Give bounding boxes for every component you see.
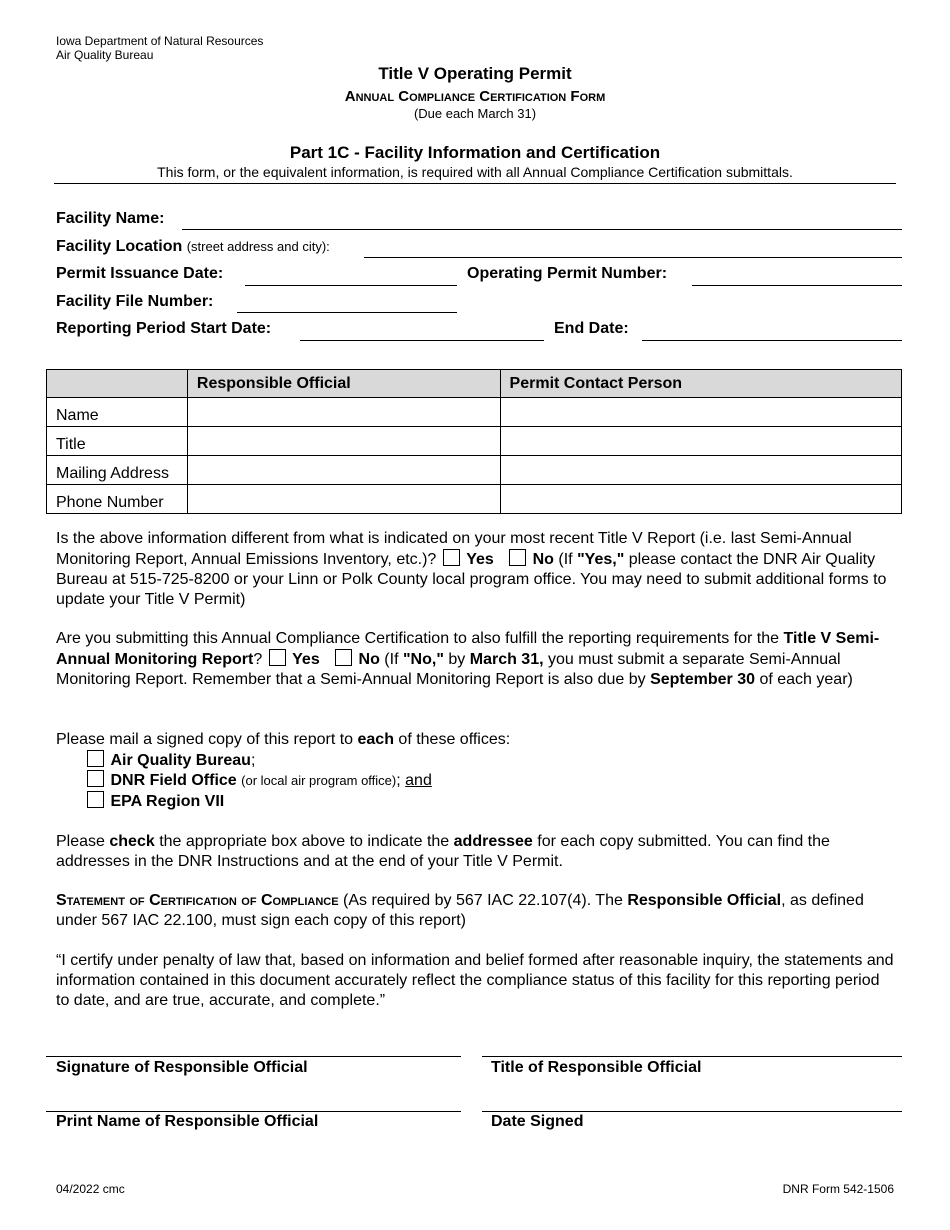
table-header-row (47, 370, 902, 398)
q1-if: (If (558, 551, 573, 568)
q1-no-label: No (532, 551, 554, 568)
table-header-blank (47, 370, 188, 398)
q2-no-checkbox[interactable] (335, 649, 352, 666)
office-air-quality-bureau (85, 750, 925, 771)
office1-checkbox[interactable] (87, 750, 104, 767)
form-subtitle: Annual Compliance Certification Form (344, 88, 606, 105)
ro-name-cell[interactable] (187, 398, 500, 427)
permit-issuance-date-field[interactable] (245, 285, 457, 286)
operating-permit-number-field[interactable] (692, 285, 902, 286)
q2-no-quote: "No," (402, 651, 444, 668)
signature-line[interactable] (46, 1056, 461, 1057)
q2-instructions: you must submit a separate Semi-Annual Monitoring Report. Remember that a Semi-Annual Monitoring Report is also due by (56, 651, 841, 688)
q2-if: (If (384, 651, 399, 668)
q1-yes-checkbox[interactable] (443, 549, 460, 566)
mail-intro-tail: of these offices: (398, 731, 511, 748)
reporting-start-date-label: Reporting Period Start Date: (56, 320, 272, 337)
note-text: the appropriate box above to indicate the (159, 833, 450, 850)
office2-and: and (405, 772, 432, 789)
date-signed-label: Date Signed (491, 1113, 584, 1130)
signature-label: Signature of Responsible Official (56, 1059, 308, 1076)
part-title: Part 1C - Facility Information and Certification (289, 143, 661, 162)
contact-name-cell[interactable] (500, 398, 901, 427)
q2-september-date: September 30 (650, 671, 756, 688)
q2-yes-checkbox[interactable] (269, 649, 286, 666)
office1-tail: ; (250, 752, 256, 769)
q2-tail: of each year) (759, 671, 853, 688)
row-label-title: Title (47, 427, 188, 456)
table-row (47, 398, 902, 427)
title-line[interactable] (482, 1056, 902, 1057)
agency-name: Iowa Department of Natural Resources (56, 34, 264, 48)
table-header-responsible-official: Responsible Official (187, 370, 500, 398)
part-note: This form, or the equivalent information, is required with all Annual Compliance Certification submittals. (157, 164, 793, 180)
title-label: Title of Responsible Official (491, 1059, 702, 1076)
q2-march-date: March 31, (469, 651, 544, 668)
row-label-name: Name (47, 398, 188, 427)
ro-title-cell[interactable] (187, 427, 500, 456)
colon: : (326, 239, 330, 254)
facility-file-number-label: Facility File Number: (56, 293, 214, 310)
note-please: Please (56, 833, 105, 850)
contact-title-cell[interactable] (500, 427, 901, 456)
statement-ro: Responsible Official (627, 892, 782, 909)
certification-statement (56, 891, 896, 931)
mail-intro-each: each (357, 731, 394, 748)
contact-address-cell[interactable] (500, 456, 901, 485)
permit-issuance-date-label: Permit Issuance Date: (56, 265, 224, 282)
footer-revision: 04/2022 cmc (56, 1182, 125, 1196)
end-date-field[interactable] (642, 340, 902, 341)
note-tail: for each copy submitted. You can find the addresses in the DNR Instructions and at the end of your Title V Permit. (56, 833, 830, 870)
office2-checkbox[interactable] (87, 770, 104, 787)
facility-name-field[interactable] (182, 229, 902, 230)
q2-text: Are you submitting this Annual Compliance Certification to also fulfill the reporting requirements for the (56, 630, 780, 647)
table-row (47, 456, 902, 485)
office-epa-region (85, 791, 925, 812)
bureau-name: Air Quality Bureau (56, 48, 154, 62)
office2-hint: (or local air program office) (241, 773, 397, 788)
office3-checkbox[interactable] (87, 791, 104, 808)
operating-permit-number-label: Operating Permit Number: (467, 265, 668, 282)
date-signed-line[interactable] (482, 1111, 902, 1112)
note-addressee: addressee (453, 833, 533, 850)
table-row (47, 427, 902, 456)
certification-quote: “I certify under penalty of law that, based on information and belief formed after reasonable inquiry, the statements and information contained in this document accurately reflect the compliance status of this facility for this reporting period to date, and are true, accurate, and complete.” (56, 952, 894, 1009)
office1-label: Air Quality Bureau (110, 752, 251, 769)
facility-location-text: Facility Location (56, 238, 183, 255)
q1-text: Is the above information different from what is indicated on your most recent Title V Report (i.e. last Semi-Annual Monitoring Report, Annual Emissions Inventory, etc.)? (56, 530, 852, 568)
mail-intro-text: Please mail a signed copy of this report to (56, 731, 354, 748)
agency-block (56, 34, 263, 62)
q1-instructions: please contact the DNR Air Quality Bureau at 515-725-8200 or your Linn or Polk County local program office. You may need to submit additional forms to update your Title V Permit) (56, 551, 887, 608)
office3-label: EPA Region VII (110, 793, 225, 810)
statement-heading: Statement of Certification of Compliance (56, 892, 339, 909)
mail-intro (56, 730, 896, 750)
table-row (47, 485, 902, 514)
due-date-note: (Due each March 31) (413, 106, 537, 121)
q2-qmark: ? (253, 651, 263, 668)
facility-location-field[interactable] (364, 257, 902, 258)
note-check: check (109, 833, 155, 850)
facility-location-label (56, 238, 330, 256)
statement-text: (As required by 567 IAC 22.107(4). The (343, 892, 623, 909)
facility-location-hint: (street address and city) (186, 239, 327, 254)
ro-address-cell[interactable] (187, 456, 500, 485)
office-dnr-field-office (85, 770, 925, 791)
q1-yes-quote: "Yes," (577, 551, 625, 568)
table-header-permit-contact: Permit Contact Person (500, 370, 901, 398)
facility-name-label: Facility Name: (56, 210, 165, 227)
contact-phone-cell[interactable] (500, 485, 901, 514)
statement-tail: , as defined under 567 IAC 22.100, must sign each copy of this report) (56, 892, 864, 929)
row-label-mailing-address: Mailing Address (47, 456, 188, 485)
q2-yes-label: Yes (292, 651, 320, 668)
header-divider (54, 183, 896, 184)
office2-label: DNR Field Office (110, 772, 237, 789)
q1-yes-label: Yes (466, 551, 494, 568)
q1-no-checkbox[interactable] (509, 549, 526, 566)
ro-phone-cell[interactable] (187, 485, 500, 514)
row-label-phone-number: Phone Number (47, 485, 188, 514)
q2-by: by (448, 651, 466, 668)
end-date-label: End Date: (554, 320, 629, 337)
footer-form-number: DNR Form 542-1506 (782, 1182, 894, 1196)
office2-tail: ; (396, 772, 401, 789)
facility-file-number-field[interactable] (237, 312, 457, 313)
semi-annual-question (56, 629, 896, 690)
addressee-note (56, 832, 896, 872)
contact-table (46, 369, 902, 514)
print-name-label: Print Name of Responsible Official (56, 1113, 319, 1130)
info-change-question (56, 529, 896, 610)
reporting-start-date-field[interactable] (300, 340, 544, 341)
print-name-line[interactable] (46, 1111, 461, 1112)
form-title: Title V Operating Permit (378, 64, 572, 83)
q2-no-label: No (358, 651, 380, 668)
q2-report-name: Title V Semi-Annual Monitoring Report (56, 630, 880, 668)
